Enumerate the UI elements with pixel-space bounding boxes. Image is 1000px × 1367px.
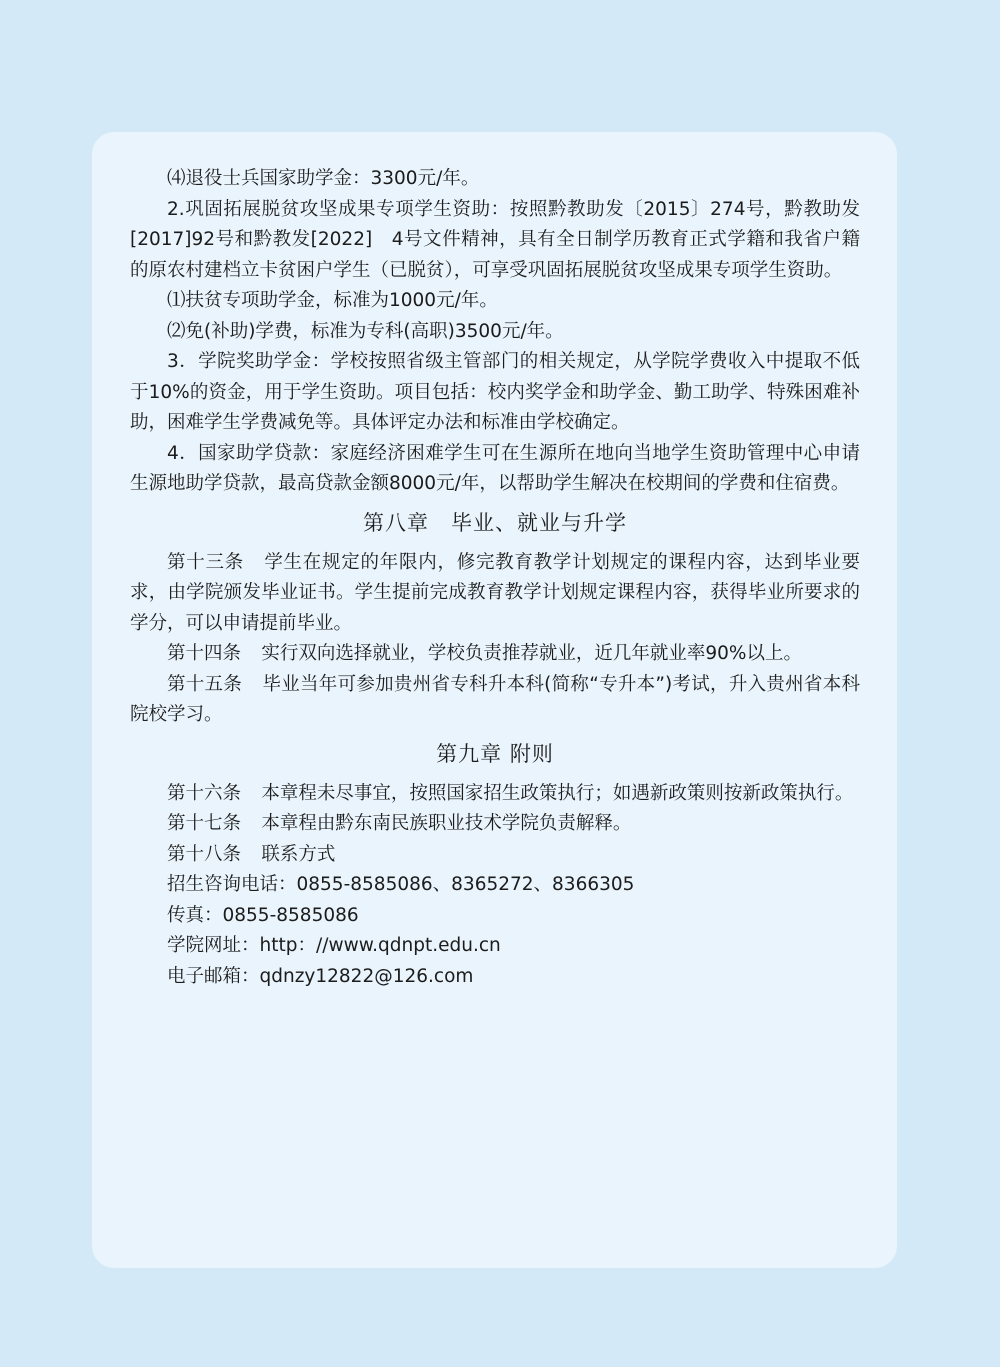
veterans-grant-line: ⑷退役士兵国家助学金：3300元/年。 (167, 168, 480, 189)
article-14-text: 实行双向选择就业，学校负责推荐就业，近几年就业率90%以上。 (261, 643, 802, 664)
article-18-head: 第十八条 (167, 843, 242, 865)
article-15 (130, 670, 860, 731)
article-15-head: 第十五条 (167, 673, 243, 695)
college-scholarship-paragraph: 3．学院奖助学金：学校按照省级主管部门的相关规定，从学院学费收入中提取不低于10%的资金，用于学生资助。项目包括：校内奖学金和助学金、勤工助学、特殊困难补助，困难学生学费减免等。具体评定办法和标准由学校确定。 (130, 351, 860, 433)
article-16-text: 本章程未尽事宜，按照国家招生政策执行；如遇新政策则按新政策执行。 (261, 782, 854, 804)
article-17 (130, 809, 860, 840)
contact-email: 电子邮箱：qdnzy12822@126.com (167, 965, 474, 987)
article-17-text: 本章程由黔东南民族职业技术学院负责解释。 (261, 813, 632, 834)
student-loan-paragraph: 4．国家助学贷款：家庭经济困难学生可在生源所在地向当地学生资助管理中心申请生源地助学贷款，最高贷款金额8000元/年，以帮助学生解决在校期间的学费和住宿费。 (130, 442, 860, 494)
article-16 (130, 779, 860, 810)
chapter-9-title: 第九章 附则 (436, 741, 554, 766)
article-13-text: 学生在规定的年限内，修完教育教学计划规定的课程内容，达到毕业要求，由学院颁发毕业证书。学生提前完成教育教学计划规定课程内容，获得毕业所要求的学分，可以申请提前毕业。 (130, 551, 860, 634)
article-15-text: 毕业当年可参加贵州省专科升本科(简称“专升本”)考试，升入贵州省本科院校学习。 (130, 673, 860, 725)
article-18-text: 联系方式 (261, 843, 336, 865)
article-18 (130, 840, 860, 871)
document-body (130, 164, 860, 992)
fax-number: 传真：0855-8585086 (167, 904, 359, 926)
article-13 (130, 548, 860, 640)
article-17-head: 第十七条 (167, 813, 242, 834)
tuition-waiver-line: ⑵免(补助)学费，标准为专科(高职)3500元/年。 (167, 320, 564, 342)
article-13-head: 第十三条 (167, 551, 244, 573)
article-14-head: 第十四条 (167, 643, 242, 664)
article-16-head: 第十六条 (167, 782, 242, 804)
chapter-8-title: 第八章 毕业、就业与升学 (363, 510, 627, 535)
college-website: 学院网址：http：//www.qdnpt.edu.cn (167, 935, 501, 956)
admission-phone: 招生咨询电话：0855-8585086、8365272、8366305 (167, 874, 635, 895)
article-14 (130, 639, 860, 670)
poverty-aid-paragraph: 2.巩固拓展脱贫攻坚成果专项学生资助：按照黔教助发〔2015〕274号，黔教助发[2017]92号和黔教发[2022] 4号文件精神，具有全日制学历教育正式学籍和我省户籍的原农村建档立卡贫困户学生（已脱贫），可享受巩固拓展脱贫攻坚成果专项学生资助。 (130, 198, 860, 281)
poverty-grant-line: ⑴扶贫专项助学金，标准为1000元/年。 (167, 290, 498, 311)
